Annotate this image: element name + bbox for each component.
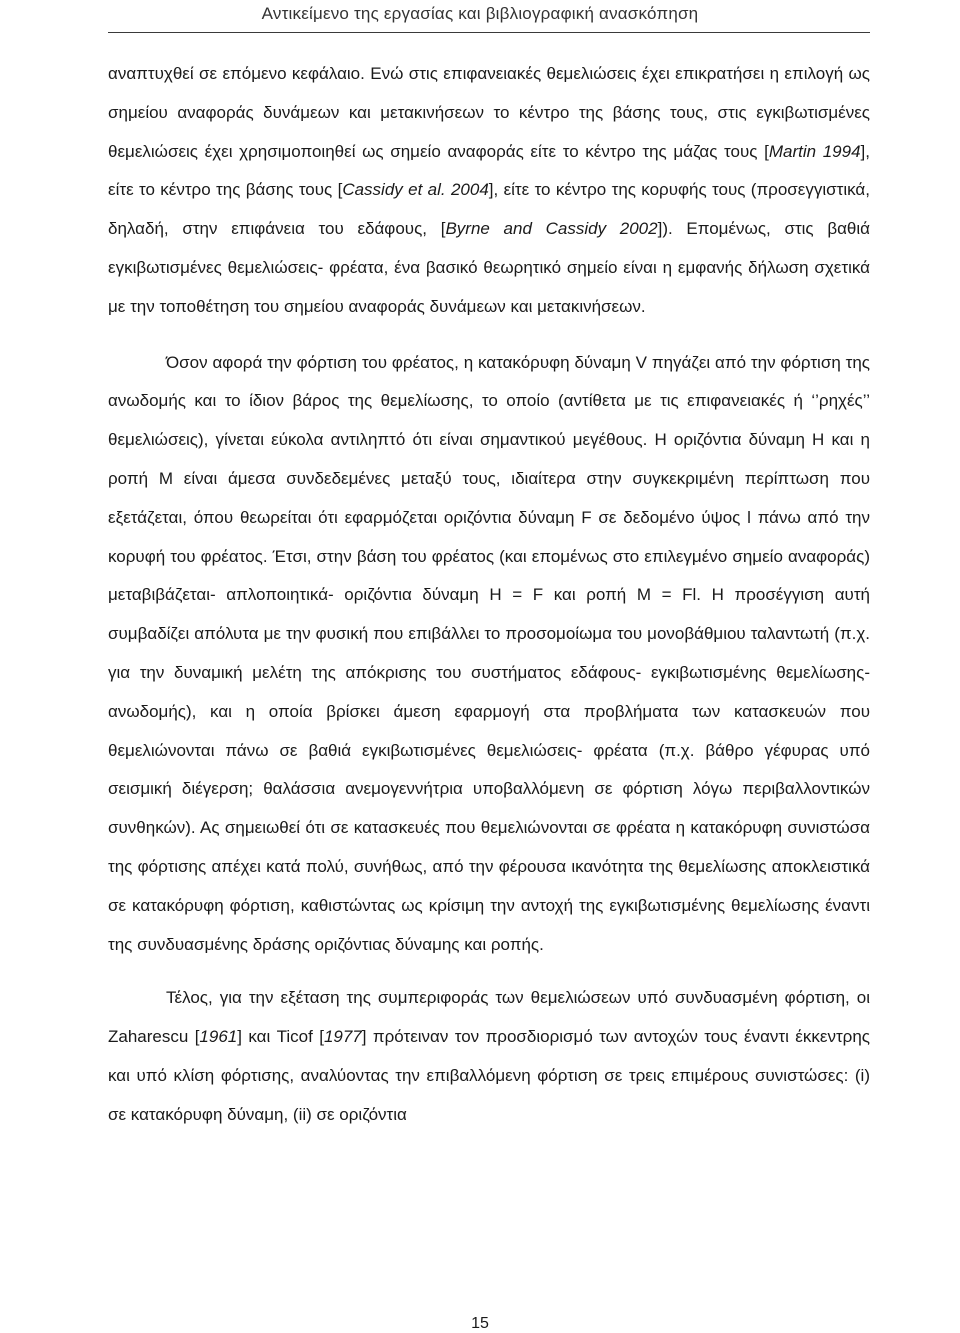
running-header: Αντικείμενο της εργασίας και βιβλιογραφική ανασκόπηση <box>261 4 699 23</box>
header-divider <box>108 32 870 33</box>
citation-author-year: Byrne and Cassidy 2002 <box>445 219 658 239</box>
paragraph-text-segment: ] πρότειναν τον προσδιορισμό των αντοχών τους έναντι έκκεντρης και υπό κλίση φόρτισης, αναλύοντας την επιβαλλόμενη φόρτιση σε τρεις επιμέρους συνιστώσες: (i) σε κατακόρυφη δύναμη, (ii) σε οριζόντια <box>108 1027 870 1124</box>
citation-year: 2004 <box>450 180 489 200</box>
citation-author-year: Martin 1994 <box>768 141 861 161</box>
paragraph-text-segment: ], είτε το κέντρο της κορυφής τους (προσεγγιστικά, δηλαδή, στην επιφάνεια του εδάφους, [ <box>108 180 870 239</box>
body-text <box>108 55 870 1135</box>
citation-author: Cassidy et al. <box>342 180 446 200</box>
paragraph-continuation <box>108 55 870 327</box>
paragraph-text-segment: αναπτυχθεί σε επόμενο κεφάλαιο. Ενώ στις επιφανειακές θεμελιώσεις έχει επικρατήσει η επιλογή ως σημείου αναφοράς δυνάμεων και μετακινήσεων το κέντρο της βάσης τους, στις εγκιβωτισμένες θεμελιώσεις έχει χρησιμοποιηθεί ως σημείο αναφοράς είτε το κέντρο της μάζας τους [ <box>108 64 870 161</box>
citation-year: 1961 <box>199 1027 238 1047</box>
paragraph-combined-loading <box>108 979 870 1134</box>
paragraph-text-segment: ] και Ticof [ <box>237 1027 324 1047</box>
citation-year: 1977 <box>323 1027 362 1047</box>
paragraph-text-segment: Τέλος, για την εξέταση της συμπεριφοράς των θεμελιώσεων υπό συνδυασμένη φόρτιση, οι Zaharescu [ <box>108 988 870 1047</box>
paragraph-loading: Όσον αφορά την φόρτιση του φρέατος, η κατακόρυφη δύναμη V πηγάζει από την φόρτιση της ανωδομής και το ίδιον βάρος της θεμελίωσης, το οποίο (αντίθετα με τις επιφανειακές ή ‘’ρηχές’’ θεμελιώσεις), γίνεται εύκολα αντιληπτό ότι είναι σημαντικού μεγέθους. Η οριζόντια δύναμη Η και η ροπή Μ είναι άμεσα συνδεδεμένες μεταξύ τους, ιδιαίτερα στην συγκεκριμένη περίπτωση που εξετάζεται, όπου θεωρείται ότι εφαρμόζεται οριζόντια δύναμη F σε δεδομένο ύψος l πάνω από την κορυφή του φρέατος. Έτσι, στην βάση του φρέατος (και επομένως στο επιλεγμένο σημείο αναφοράς) μεταβιβάζεται- απλοποιητικά- οριζόντια δύναμη H = F και ροπή M = Fl. Η προσέγγιση αυτή συμβαδίζει απόλυτα με την φυσική που επιβάλλει το προσομοίωμα του μονοβάθμιου ταλαντωτή (π.χ. για την δυναμική μελέτη της απόκρισης του συστήματος εδάφους- εγκιβωτισμένης θεμελίωσης- ανωδομής), και η οποία βρίσκει άμεση εφαρμογή στα προβλήματα των κατασκευών που θεμελιώνονται πάνω σε βαθιά εγκιβωτισμένες θεμελιώσεις- φρέατα (π.χ. βάθρο γέφυρας υπό σεισμική διέγερση; θαλάσσια ανεμογεννήτρια υποβαλλόμενη σε φόρτιση λόγω περιβαλλοντικών συνθηκών). Ας σημειωθεί ότι σε κατασκευές που θεμελιώνονται σε φρέατα η κατακόρυφη συνιστώσα της φόρτισης απέχει κατά πολύ, συνήθως, από την φέρουσα ικανότητα της θεμελίωσης αποκλειστικά σε κατακόρυφη φόρτιση, καθιστώντας ως κρίσιμη την αντοχή της εγκιβωτισμένης θεμελίωσης έναντι της συνδυασμένης δράσης οριζόντιας δύναμης και ροπής. <box>108 352 870 954</box>
paragraph-text-segment: ], είτε το κέντρο της βάσης τους [ <box>108 141 870 200</box>
paragraph-text-segment: ]). Επομένως, στις βαθιά εγκιβωτισμένες θεμελιώσεις- φρέατα, ένα βασικό θεωρητικό σημείο είναι η εμφανής δήλωση σχετικά με την τοποθέτηση του σημείου αναφοράς δυνάμεων και μετακινήσεων. <box>108 219 870 316</box>
page-number: 15 <box>471 1315 489 1332</box>
